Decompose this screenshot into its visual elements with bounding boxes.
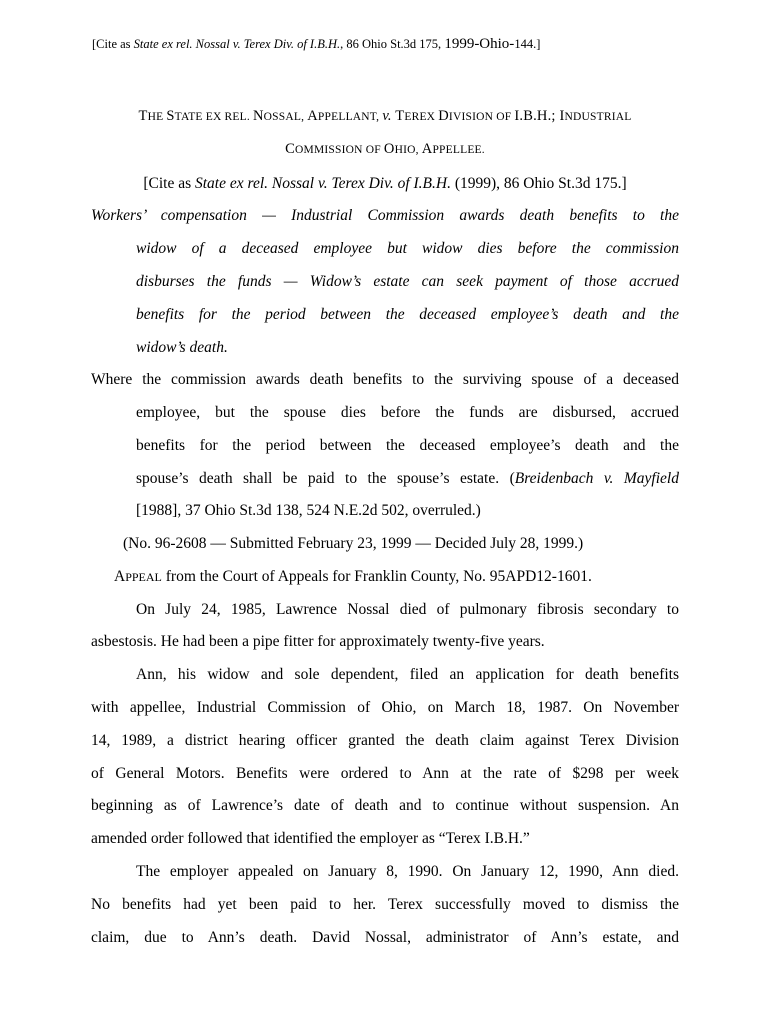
cite-reporter: , 86 Ohio St.3d 175,: [340, 37, 445, 51]
body-line: claim, due to Ann’s death. David Nossal, administrator of Ann’s estate, and: [91, 929, 679, 946]
syllabus-line: spouse’s death shall be paid to the spouse’s estate. (Breidenbach v. Mayfield: [136, 470, 679, 487]
body-line: 14, 1989, a district hearing officer granted the death claim against Terex Division: [91, 732, 679, 749]
body-line: beginning as of Lawrence’s date of death and to continue without suspension. An: [91, 797, 679, 814]
cite-case-name: State ex rel. Nossal v. Terex Div. of I.B.H.: [133, 37, 341, 51]
cite-suffix: 144.]: [514, 37, 541, 51]
docket-line: (No. 96-2608 — Submitted February 23, 1999 — Decided July 28, 1999.): [123, 535, 584, 552]
caption-citation: [Cite as State ex rel. Nossal v. Terex Div. of I.B.H. (1999), 86 Ohio St.3d 175.]: [143, 175, 627, 192]
appeal-line: APPEAL from the Court of Appeals for Franklin County, No. 95APD12-1601.: [114, 568, 592, 585]
syllabus-line: Where the commission awards death benefits to the surviving spouse of a deceased: [91, 371, 679, 388]
syllabus-line: employee, but the spouse dies before the funds are disbursed, accrued: [136, 404, 679, 421]
body-line: asbestosis. He had been a pipe fitter for approximately twenty-five years.: [91, 633, 545, 650]
body-line: of General Motors. Benefits were ordered to Ann at the rate of $298 per week: [91, 765, 679, 782]
overruled-case-name: Breidenbach v. Mayfield: [514, 470, 679, 487]
syllabus-headnote-line: Workers’ compensation — Industrial Commission awards death benefits to the: [91, 207, 679, 224]
syllabus-headnote-line: widow of a deceased employee but widow dies before the commission: [136, 240, 679, 257]
body-line: No benefits had yet been paid to her. Terex successfully moved to dismiss the: [91, 896, 679, 913]
body-line: The employer appealed on January 8, 1990. On January 12, 1990, Ann died.: [136, 863, 679, 880]
syllabus-headnote-line: widow’s death.: [136, 339, 228, 356]
running-citation-header: [92, 36, 540, 53]
cite-year: 1999-Ohio-: [444, 36, 515, 52]
syllabus-line: benefits for the period between the deceased employee’s death and the: [136, 437, 679, 454]
syllabus-headnote-line: disburses the funds — Widow’s estate can seek payment of those accrued: [136, 273, 679, 290]
body-line: amended order followed that identified the employer as “Terex I.B.H.”: [91, 830, 530, 847]
body-line: On July 24, 1985, Lawrence Nossal died of pulmonary fibrosis secondary to: [136, 601, 679, 618]
syllabus-line: [1988], 37 Ohio St.3d 138, 524 N.E.2d 502, overruled.): [136, 502, 481, 519]
body-line: Ann, his widow and sole dependent, filed an application for death benefits: [136, 666, 679, 683]
syllabus-headnote-line: benefits for the period between the deceased employee’s death and the: [136, 306, 679, 323]
caption-line-1: THE STATE EX REL. NOSSAL, APPELLANT, v. TEREX DIVISION OF I.B.H.; INDUSTRIAL: [138, 108, 632, 124]
cite-prefix: [Cite as: [92, 37, 134, 51]
body-line: with appellee, Industrial Commission of Ohio, on March 18, 1987. On November: [91, 699, 679, 716]
caption-line-2: COMMISSION OF OHIO, APPELLEE.: [285, 141, 485, 157]
